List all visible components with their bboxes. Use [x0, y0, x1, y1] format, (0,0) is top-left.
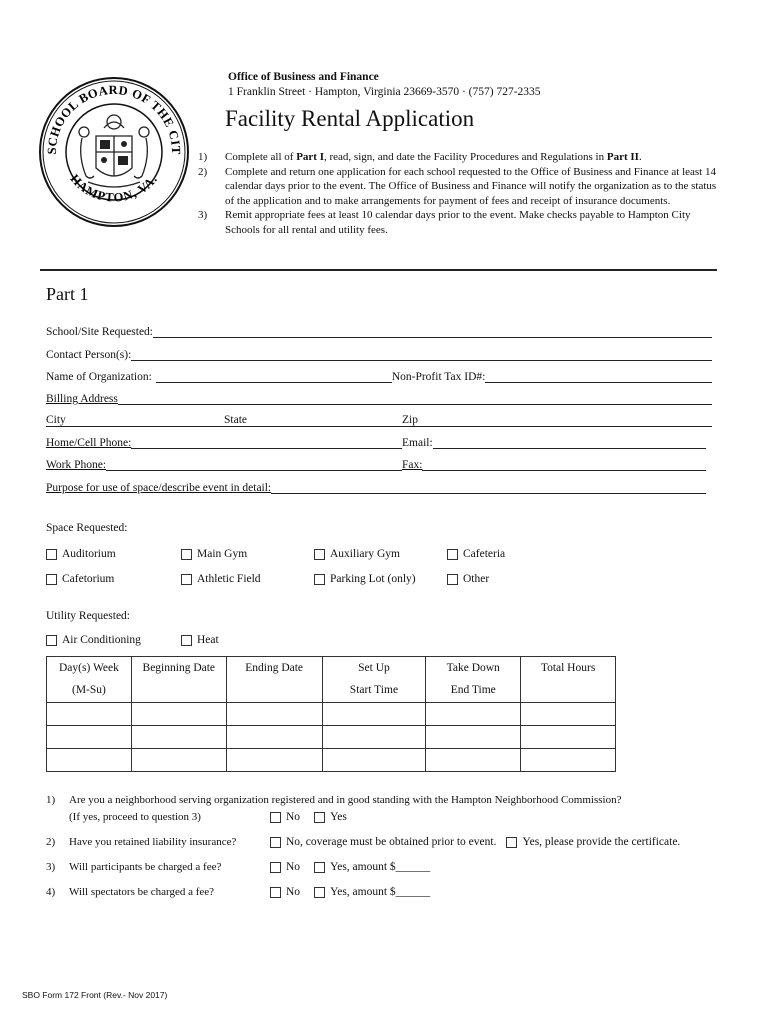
svg-text:THE SCHOOL BOARD OF THE CITY O: SCHOOL BOARD OF THE CIT — [44, 82, 184, 156]
space-option-athletic-field[interactable]: Athletic Field — [181, 573, 261, 585]
space-option-main-gym[interactable]: Main Gym — [181, 548, 247, 560]
work-phone-line[interactable] — [106, 459, 402, 471]
table-cell[interactable] — [226, 703, 322, 726]
table-cell[interactable] — [426, 726, 521, 749]
q2-option-yes[interactable]: Yes, please provide the certificate. — [506, 836, 680, 848]
table-cell[interactable] — [521, 703, 616, 726]
q4-option-no[interactable]: No — [270, 886, 300, 898]
space-option-auxiliary-gym[interactable]: Auxiliary Gym — [314, 548, 400, 560]
q1-option-yes[interactable]: Yes — [314, 811, 347, 823]
instruction-item: 3) Remit appropriate fees at least 10 calendar days prior to the event. Make checks payable to Hampton City Schools for all rental and utility fees. — [198, 209, 691, 236]
home-phone-line[interactable] — [131, 437, 402, 449]
checkbox[interactable] — [314, 574, 325, 585]
office-address: 1 Franklin Street · Hampton, Virginia 23669-3570 · (757) 727-2335 — [228, 86, 541, 98]
utility-option-air-conditioning[interactable]: Air Conditioning — [46, 634, 141, 646]
table-cell[interactable] — [226, 726, 322, 749]
nonprofit-line[interactable] — [485, 371, 712, 383]
space-option-parking-lot[interactable]: Parking Lot (only) — [314, 573, 416, 585]
organization-field[interactable]: Name of Organization: Non-Profit Tax ID#: — [46, 367, 712, 383]
table-cell[interactable] — [131, 726, 226, 749]
billing-address-line[interactable] — [118, 393, 712, 405]
section-divider — [40, 269, 717, 271]
question-4: 4) Will spectators be charged a fee? No Yes, amount $______ — [46, 886, 431, 898]
table-cell[interactable] — [521, 726, 616, 749]
checkbox[interactable] — [181, 574, 192, 585]
checkbox[interactable] — [447, 574, 458, 585]
email-line[interactable] — [433, 437, 706, 449]
space-option-cafeteria[interactable]: Cafeteria — [447, 548, 505, 560]
q1-option-no[interactable]: No — [270, 811, 300, 823]
table-header-row — [47, 657, 616, 703]
form-title: Facility Rental Application — [225, 106, 475, 131]
table-cell[interactable] — [47, 749, 132, 772]
checkbox[interactable] — [270, 837, 281, 848]
table-cell[interactable] — [426, 703, 521, 726]
checkbox[interactable] — [270, 862, 281, 873]
billing-address-field[interactable]: Billing Address — [46, 389, 712, 405]
instruction-item: 2) Complete and return one application for each school requested to the Office of Business and Finance at least 14 calendar days prior to the event. The Office of Business and Finance will notify the organization as to the status of the application and to make arrangements for payment of fees and receipt of insurance documents. — [198, 165, 717, 207]
zip-label: Zip — [402, 414, 418, 426]
utility-requested-label: Utility Requested: — [46, 610, 131, 622]
table-cell[interactable] — [322, 749, 426, 772]
checkbox[interactable] — [46, 549, 57, 560]
table-cell[interactable] — [131, 703, 226, 726]
checkbox[interactable] — [46, 635, 57, 646]
city-label: City — [46, 414, 66, 426]
question-2: 2) Have you retained liability insurance? No, coverage must be obtained prior to event. Yes, please provide the certificate. — [46, 836, 681, 848]
state-label: State — [224, 414, 247, 426]
contact-person-line[interactable] — [131, 349, 712, 361]
email-label: Email: — [402, 437, 433, 449]
q4-option-yes[interactable]: Yes, amount $______ — [314, 886, 430, 898]
checkbox[interactable] — [270, 812, 281, 823]
checkbox[interactable] — [46, 574, 57, 585]
fax-label: Fax: — [402, 459, 423, 471]
table-cell[interactable] — [521, 749, 616, 772]
question-1-sub: (If yes, proceed to question 3) No Yes — [69, 811, 347, 823]
checkbox[interactable] — [447, 549, 458, 560]
table-cell[interactable] — [47, 703, 132, 726]
contact-person-field[interactable]: Contact Person(s): — [46, 345, 712, 361]
schedule-table — [46, 656, 616, 772]
utility-option-heat[interactable]: Heat — [181, 634, 219, 646]
table-header-cell: Beginning Date — [131, 657, 226, 703]
question-1: 1) Are you a neighborhood serving organization registered and in good standing with the Hampton Neighborhood Commission? — [46, 794, 622, 806]
checkbox[interactable] — [181, 635, 192, 646]
instructions-list — [198, 150, 718, 238]
table-header-cell: Take Down End Time — [426, 657, 521, 703]
purpose-field[interactable]: Purpose for use of space/describe event in detail: — [46, 478, 706, 494]
city-state-zip-field[interactable] — [46, 411, 712, 427]
table-cell[interactable] — [322, 726, 426, 749]
checkbox[interactable] — [506, 837, 517, 848]
table-header-cell: Set Up Start Time — [322, 657, 426, 703]
school-site-field[interactable]: School/Site Requested: — [46, 322, 712, 338]
work-phone-field[interactable]: Work Phone: Fax: — [46, 455, 706, 471]
instruction-item: 1) Complete all of Part I, read, sign, and date the Facility Procedures and Regulations in Part II. — [198, 151, 642, 163]
table-cell[interactable] — [322, 703, 426, 726]
home-phone-field[interactable]: Home/Cell Phone: Email: — [46, 433, 706, 449]
checkbox[interactable] — [181, 549, 192, 560]
checkbox[interactable] — [314, 549, 325, 560]
table-row — [47, 749, 616, 772]
space-requested-label: Space Requested: — [46, 522, 128, 534]
table-cell[interactable] — [226, 749, 322, 772]
q2-option-no[interactable]: No, coverage must be obtained prior to event. — [270, 836, 496, 848]
table-row — [47, 703, 616, 726]
space-option-auditorium[interactable]: Auditorium — [46, 548, 116, 560]
space-option-cafetorium[interactable]: Cafetorium — [46, 573, 114, 585]
purpose-line[interactable] — [271, 482, 706, 494]
space-option-other[interactable]: Other — [447, 573, 489, 585]
table-cell[interactable] — [47, 726, 132, 749]
table-cell[interactable] — [131, 749, 226, 772]
table-row — [47, 726, 616, 749]
checkbox[interactable] — [314, 862, 325, 873]
q3-option-no[interactable]: No — [270, 861, 300, 873]
question-3: 3) Will participants be charged a fee? No Yes, amount $______ — [46, 861, 431, 873]
checkbox[interactable] — [314, 812, 325, 823]
part-title: Part 1 — [46, 284, 89, 304]
table-header-cell: Ending Date — [226, 657, 322, 703]
table-header-cell: Total Hours — [521, 657, 616, 703]
checkbox[interactable] — [314, 887, 325, 898]
nonprofit-label: Non-Profit Tax ID#: — [391, 371, 486, 383]
table-cell[interactable] — [426, 749, 521, 772]
fax-line[interactable] — [422, 459, 706, 471]
table-header-cell: Day(s) Week (M-Su) — [47, 657, 132, 703]
school-site-line[interactable] — [153, 326, 712, 338]
office-name: Office of Business and Finance — [228, 71, 379, 83]
form-footer: SBO Form 172 Front (Rev.- Nov 2017) — [22, 990, 168, 1000]
city-state-zip-line[interactable] — [46, 426, 712, 427]
svg-text:HAMPTON, VA.: HAMPTON, VA. — [67, 171, 161, 205]
organization-line[interactable] — [156, 371, 392, 383]
school-board-seal — [38, 76, 190, 228]
checkbox[interactable] — [270, 887, 281, 898]
q3-option-yes[interactable]: Yes, amount $______ — [314, 861, 430, 873]
